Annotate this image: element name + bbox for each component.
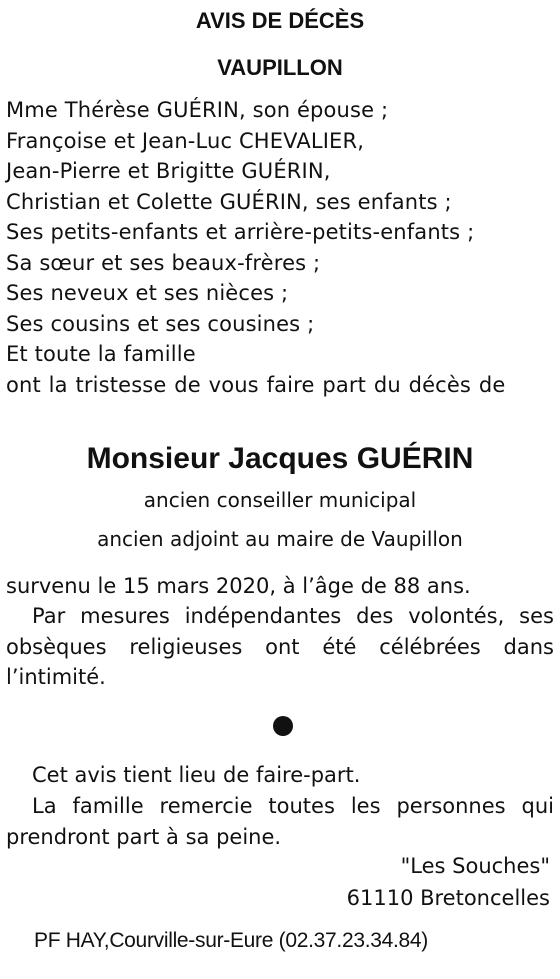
notice-statement [6, 760, 554, 791]
family-line: ont la tristesse de vous faire part du décès de [6, 372, 506, 397]
family-line: Christian et Colette GUÉRIN, ses enfants ; [6, 189, 452, 214]
family-line: Ses petits-enfants et arrière-petits-enfants ; [6, 220, 475, 244]
deceased-title-1: ancien conseiller municipal [143, 488, 417, 512]
address-line-2: 61110 Bretoncelles [346, 886, 550, 910]
funeral-details-text: Par mesures indépendantes des volontés, ses obsèques religieuses ont été célébrées dans l’intimité. [6, 604, 554, 689]
deceased-name: Monsieur Jacques GUÉRIN [86, 442, 474, 475]
thanks-statement [6, 791, 554, 852]
funeral-home: PF HAY,Courville-sur-Eure (02.37.23.34.84) [34, 929, 428, 952]
family-line: Et toute la famille [6, 342, 196, 366]
family-line: Ses neveux et ses nièces ; [6, 281, 289, 305]
separator-bullet [273, 716, 293, 736]
notice-location: VAUPILLON [217, 55, 343, 80]
funeral-details [6, 601, 554, 693]
family-line: Ses cousins et ses cousines ; [6, 311, 315, 336]
family-line: Jean-Pierre et Brigitte GUÉRIN, [6, 159, 331, 183]
family-list [6, 95, 556, 400]
notice-title: AVIS DE DÉCÈS [195, 8, 365, 33]
deceased-title-2: ancien adjoint au maire de Vaupillon [97, 527, 463, 551]
address-line-1: "Les Souches" [400, 854, 550, 878]
family-line: Mme Thérèse GUÉRIN, son épouse ; [6, 98, 389, 122]
notice-statement-text: Cet avis tient lieu de faire-part. [32, 763, 361, 787]
thanks-statement-text: La famille remercie toutes les personnes qui prendront part à sa peine. [6, 794, 554, 849]
family-line: Sa sœur et ses beaux-frères ; [6, 250, 321, 275]
family-line: Françoise et Jean-Luc CHEVALIER, [6, 128, 365, 153]
death-details: survenu le 15 mars 2020, à l’âge de 88 ans. [6, 574, 471, 598]
